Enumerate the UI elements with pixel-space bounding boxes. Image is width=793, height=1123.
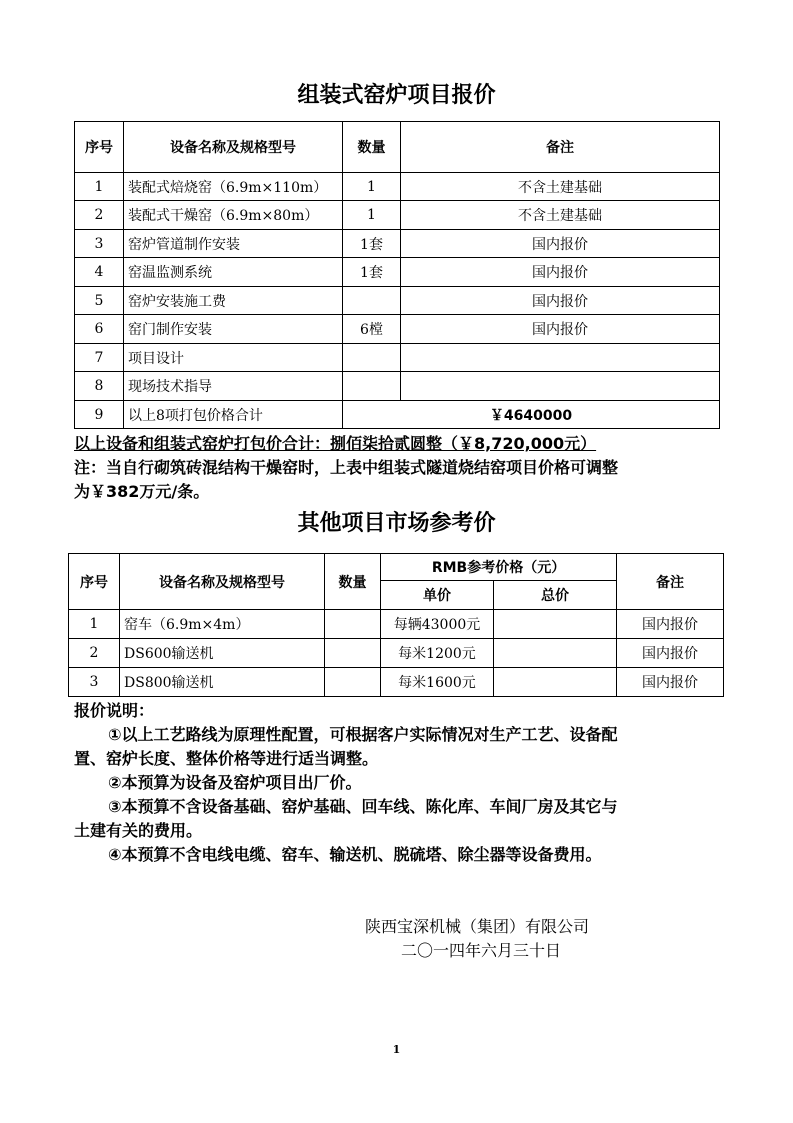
row-total-price	[494, 668, 617, 697]
row-qty	[343, 344, 401, 372]
row-qty	[325, 610, 381, 639]
row-no: 2	[75, 201, 124, 230]
row-name: 现场技术指导	[124, 372, 343, 401]
table-row	[75, 230, 720, 258]
row-note: 国内报价	[617, 668, 724, 697]
header-qty: 数量	[325, 554, 381, 610]
row-no: 1	[75, 173, 124, 201]
section-title: 其他项目市场参考价	[297, 511, 496, 536]
row-total-price	[494, 610, 617, 639]
row-no: 2	[69, 639, 120, 668]
row-name: DS600输送机	[120, 639, 325, 668]
row-no: 3	[69, 668, 120, 697]
row-name: 窑车（6.9m×4m）	[120, 610, 325, 639]
company-name: 陕西宝深机械（集团）有限公司	[365, 917, 590, 936]
header-price-group: RMB参考价格（元）	[381, 554, 617, 581]
table-row	[75, 287, 720, 315]
row-note: 国内报价	[401, 258, 720, 287]
header-note: 备注	[617, 554, 724, 610]
table-row	[75, 258, 720, 287]
total-value: ￥4640000	[343, 401, 720, 429]
row-note	[401, 372, 720, 401]
explain-item-1b: 置、窑炉长度、整体价格等进行适当调整。	[74, 749, 379, 768]
header-unit-price: 单价	[381, 581, 494, 610]
row-name: 项目设计	[124, 344, 343, 372]
quote-table	[74, 121, 720, 429]
row-name: 窑门制作安装	[124, 315, 343, 344]
header-qty: 数量	[343, 122, 401, 173]
table-row	[75, 372, 720, 401]
row-no: 7	[75, 344, 124, 372]
reference-table	[68, 553, 724, 697]
row-name: 装配式干燥窑（6.9m×80m）	[124, 201, 343, 230]
header-name: 设备名称及规格型号	[120, 554, 325, 610]
note-line-2: 为￥382万元/条。	[74, 482, 210, 501]
row-qty: 6樘	[343, 315, 401, 344]
row-no: 4	[75, 258, 124, 287]
row-note: 不含土建基础	[401, 173, 720, 201]
row-unit-price: 每辆43000元	[381, 610, 494, 639]
table-row	[69, 668, 724, 697]
explain-item-4: ④本预算不含电线电缆、窑车、输送机、脱硫塔、除尘器等设备费用。	[108, 845, 602, 864]
row-no: 6	[75, 315, 124, 344]
table-row	[69, 639, 724, 668]
header-total-price: 总价	[494, 581, 617, 610]
header-no: 序号	[75, 122, 124, 173]
explain-item-3b: 土建有关的费用。	[74, 821, 203, 840]
note-line-1: 注：当自行砌筑砖混结构干燥窑时，上表中组装式隧道烧结窑项目价格可调整	[74, 458, 619, 477]
document-date: 二〇一四年六月三十日	[401, 941, 562, 960]
row-name: 窑温监测系统	[124, 258, 343, 287]
table-row	[69, 610, 724, 639]
row-qty: 1套	[343, 230, 401, 258]
row-qty: 1套	[343, 258, 401, 287]
row-no: 3	[75, 230, 124, 258]
table-row	[75, 315, 720, 344]
table-total-row	[75, 401, 720, 429]
row-note	[401, 344, 720, 372]
total-label: 以上8项打包价格合计	[124, 401, 343, 429]
header-no: 序号	[69, 554, 120, 610]
row-note: 国内报价	[617, 610, 724, 639]
explain-item-2: ②本预算为设备及窑炉项目出厂价。	[108, 773, 362, 792]
row-unit-price: 每米1600元	[381, 668, 494, 697]
row-qty	[343, 287, 401, 315]
row-qty: 1	[343, 173, 401, 201]
table-row	[75, 201, 720, 230]
row-no: 8	[75, 372, 124, 401]
explain-item-1a: ①以上工艺路线为原理性配置，可根据客户实际情况对生产工艺、设备配	[108, 725, 618, 744]
header-note: 备注	[401, 122, 720, 173]
page-number: 1	[392, 1043, 401, 1056]
total-no: 9	[75, 401, 124, 429]
row-no: 1	[69, 610, 120, 639]
row-name: DS800输送机	[120, 668, 325, 697]
row-note: 国内报价	[401, 230, 720, 258]
row-no: 5	[75, 287, 124, 315]
row-note: 不含土建基础	[401, 201, 720, 230]
package-price-line: 以上设备和组装式窑炉打包价合计：捌佰柒拾贰圆整（￥8,720,000元）	[74, 434, 597, 453]
row-name: 窑炉安装施工费	[124, 287, 343, 315]
table-row	[75, 173, 720, 201]
row-name: 装配式焙烧窑（6.9m×110m）	[124, 173, 343, 201]
explain-item-3a: ③本预算不含设备基础、窑炉基础、回车线、陈化库、车间厂房及其它与	[108, 797, 618, 816]
table-row	[75, 344, 720, 372]
row-qty	[325, 639, 381, 668]
row-qty: 1	[343, 201, 401, 230]
row-unit-price: 每米1200元	[381, 639, 494, 668]
row-qty	[325, 668, 381, 697]
row-note: 国内报价	[401, 315, 720, 344]
row-total-price	[494, 639, 617, 668]
explain-heading: 报价说明：	[74, 701, 155, 720]
row-note: 国内报价	[617, 639, 724, 668]
table-header-row	[69, 554, 724, 581]
header-name: 设备名称及规格型号	[124, 122, 343, 173]
page-title: 组装式窑炉项目报价	[297, 83, 496, 108]
table-header-row	[75, 122, 720, 173]
row-qty	[343, 372, 401, 401]
row-name: 窑炉管道制作安装	[124, 230, 343, 258]
row-note: 国内报价	[401, 287, 720, 315]
